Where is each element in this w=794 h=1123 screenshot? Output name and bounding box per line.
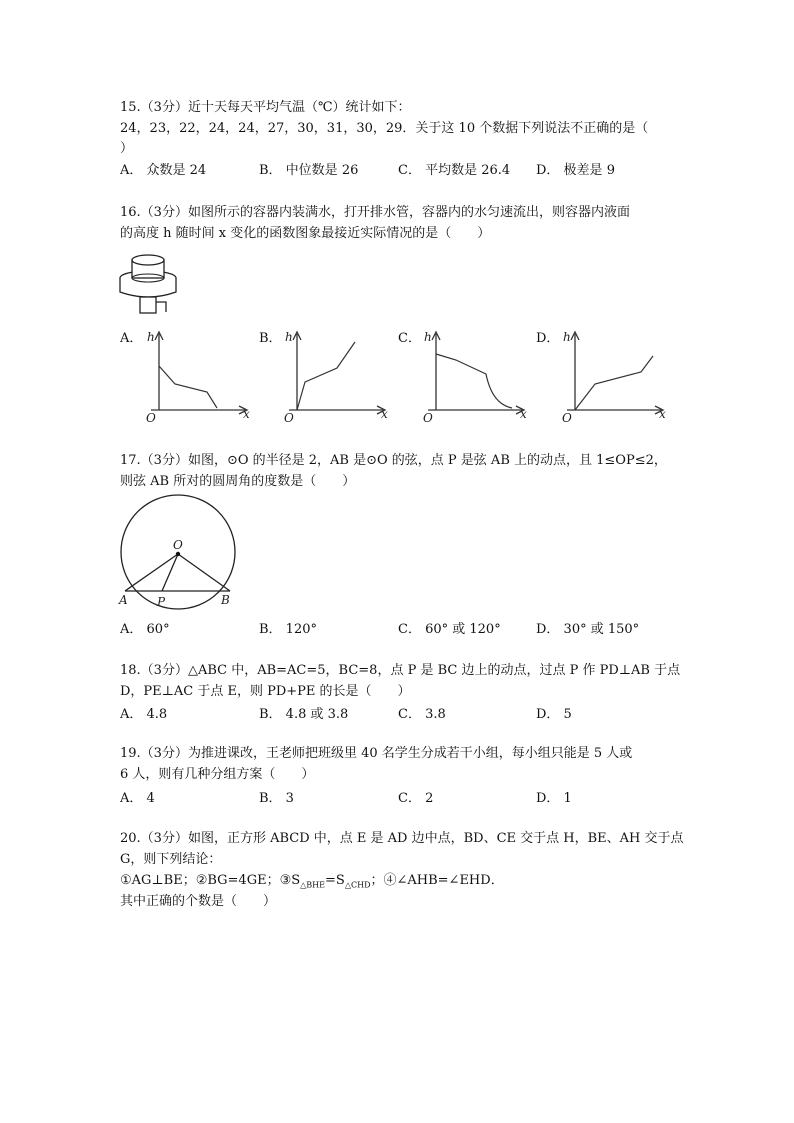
axis-label-h: h — [147, 330, 155, 344]
q17-circle-figure — [116, 494, 242, 614]
q20-conclusion-part2: =S — [325, 873, 345, 888]
q18-stem-line1: 18.（3分）△ABC 中，AB=AC=5，BC=8，点 P 是 BC 边上的动点，过点 P 作 PD⊥AB 于点 — [120, 663, 681, 678]
q20-sub-bhe: △BHE — [300, 880, 325, 890]
point-a-label: A — [119, 593, 128, 607]
q16-graph-a — [145, 326, 255, 426]
q19-stem-line1: 19.（3分）为推进课改，王老师把班级里 40 名学生分成若干小组，每小组只能是 5 人或 — [120, 746, 633, 761]
q17-option-c: C． 60° 或 120° — [398, 622, 501, 637]
q17-option-a: A． 60° — [120, 622, 170, 637]
origin-label: O — [562, 411, 572, 425]
axis-label-x: x — [520, 407, 527, 421]
q17-option-b: B． 120° — [259, 622, 317, 637]
q15-stem-line3: ） — [120, 141, 134, 156]
q18-option-d: D． 5 — [536, 707, 572, 722]
q19-option-b: B． 3 — [259, 791, 294, 806]
q20-stem-line2: G，则下列结论： — [120, 852, 222, 867]
axis-label-x: x — [659, 407, 666, 421]
q16-stem-line1: 16.（3分）如图所示的容器内装满水，打开排水管，容器内的水匀速流出，则容器内液面 — [120, 205, 630, 220]
q19-option-a: A． 4 — [120, 791, 155, 806]
point-p-label: P — [157, 595, 166, 609]
q16-option-d-letter: D． — [536, 331, 560, 346]
origin-label: O — [146, 411, 156, 425]
q15-option-d: D． 极差是 9 — [536, 163, 615, 178]
q18-option-c: C． 3.8 — [398, 707, 446, 722]
q20-conclusion-part3: ；④∠AHB=∠EHD． — [370, 873, 504, 888]
q16-option-a-letter: A． — [120, 331, 143, 346]
q17-stem-line2: 则弦 AB 所对的圆周角的度数是（ ） — [120, 474, 356, 489]
point-o-label: O — [173, 538, 183, 552]
q18-option-a: A． 4.8 — [120, 707, 168, 722]
origin-label: O — [284, 411, 294, 425]
q15-stem-line1: 15.（3分）近十天每天平均气温（℃）统计如下： — [120, 100, 411, 115]
q17-option-d: D． 30° 或 150° — [536, 622, 640, 637]
q15-option-c: C． 平均数是 26.4 — [398, 163, 511, 178]
q18-option-b: B． 4.8 或 3.8 — [259, 707, 349, 722]
q20-conclusions — [120, 873, 504, 894]
container-figure — [118, 246, 188, 316]
q20-conclusion-part1: ①AG⊥BE；②BG=4GE；③S — [120, 873, 301, 888]
q20-sub-chd: △CHD — [344, 880, 371, 890]
point-b-label: B — [221, 593, 230, 607]
origin-label: O — [423, 411, 433, 425]
q16-option-b-letter: B． — [259, 331, 282, 346]
q16-option-c-letter: C． — [398, 331, 421, 346]
q19-option-d: D． 1 — [536, 791, 572, 806]
q15-option-a: A． 众数是 24 — [120, 163, 207, 178]
q19-option-c: C． 2 — [398, 791, 434, 806]
axis-label-h: h — [424, 330, 432, 344]
axis-label-x: x — [381, 407, 388, 421]
axis-label-x: x — [243, 407, 250, 421]
axis-label-h: h — [285, 330, 293, 344]
q19-stem-line2: 6 人，则有几种分组方案（ ） — [120, 767, 315, 782]
q18-stem-line2: D，PE⊥AC 于点 E，则 PD+PE 的长是（ ） — [120, 684, 411, 699]
q15-option-b: B． 中位数是 26 — [259, 163, 359, 178]
q16-graph-b — [283, 326, 393, 426]
q16-graph-d — [561, 326, 671, 426]
q16-stem-line2: 的高度 h 随时间 x 变化的函数图象最接近实际情况的是（ ） — [120, 226, 491, 241]
axis-label-h: h — [563, 330, 571, 344]
q20-stem-line4: 其中正确的个数是（ ） — [120, 894, 277, 909]
q17-stem-line1: 17.（3分）如图，⊙O 的半径是 2，AB 是⊙O 的弦，点 P 是弦 AB 上的动点，且 1≤OP≤2， — [120, 453, 667, 468]
q15-stem-line2: 24，23，22，24，24，27，30，31，30，29．关于这 10 个数据下列说法不正确的是（ — [120, 121, 649, 136]
q16-graph-c — [422, 326, 532, 426]
q20-stem-line1: 20.（3分）如图，正方形 ABCD 中，点 E 是 AD 边中点，BD、CE 交于点 H，BE、AH 交于点 — [120, 831, 684, 846]
